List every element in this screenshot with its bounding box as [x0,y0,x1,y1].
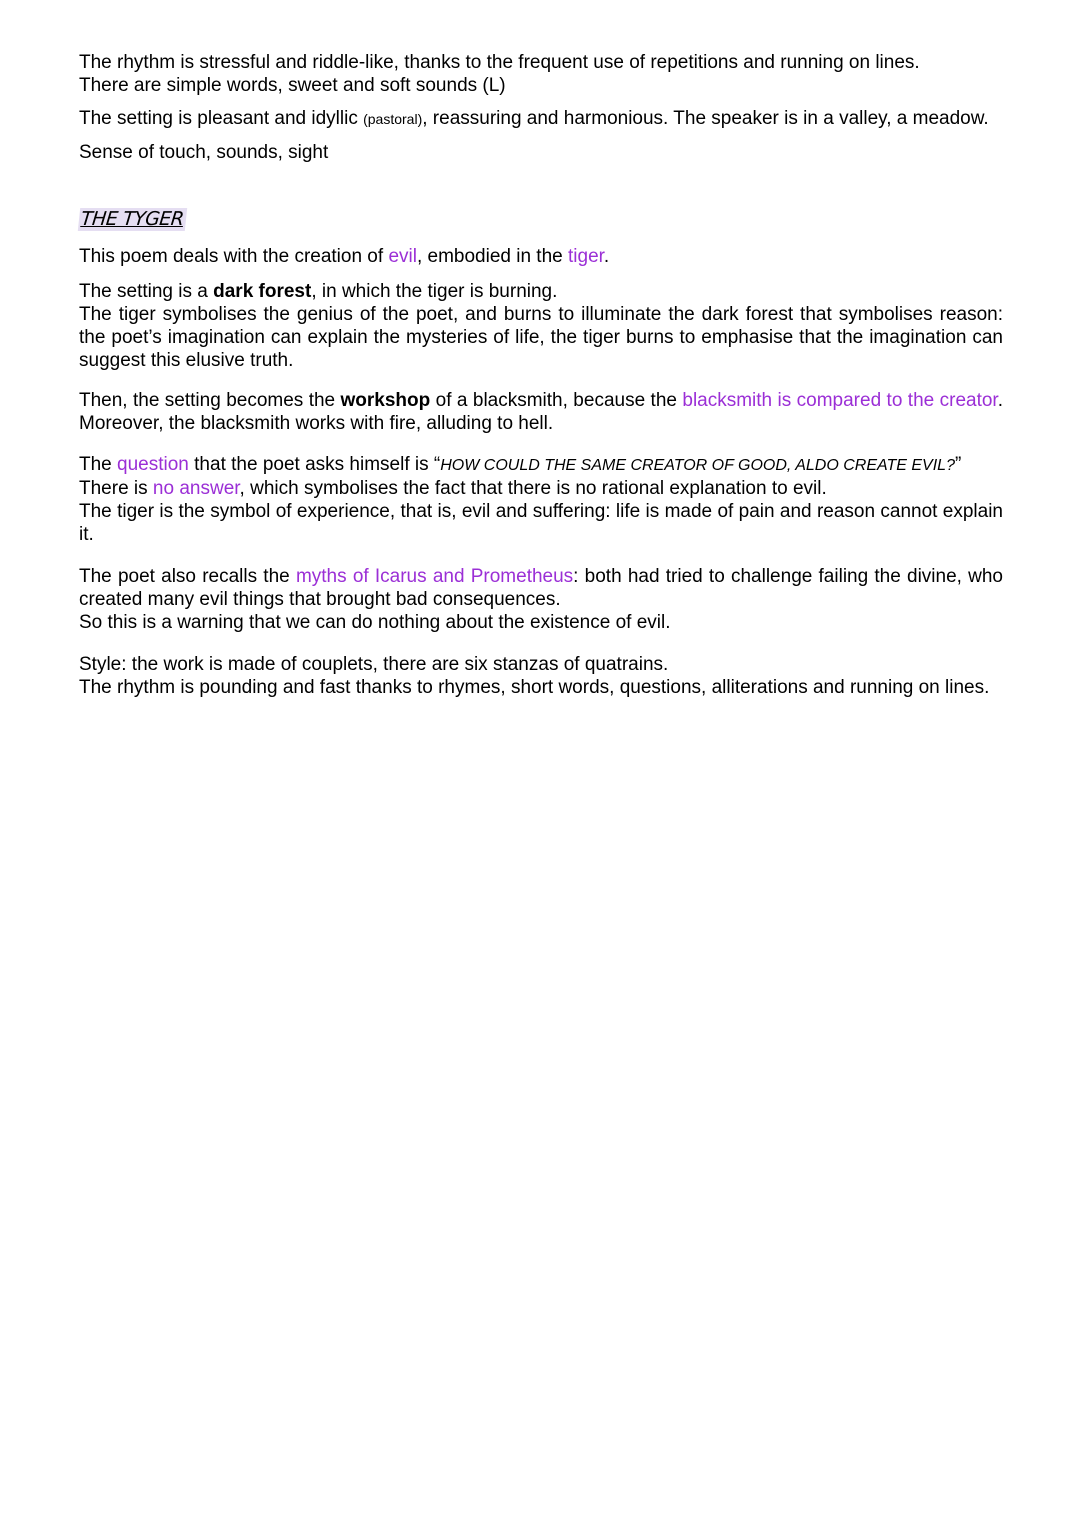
style-text-1: Style: the work is made of couplets, there are six stanzas of quatrains. [79,654,669,675]
creation-text-a: This poem deals with the creation of [79,246,389,267]
setting-text-b: , reassuring and harmonious. The speaker is in a valley, a meadow. [422,108,989,129]
workshop-paragraph [79,389,1003,435]
symbol-text: The tiger symbolises the genius of the poet, and burns to illuminate the dark forest that symbolises reason: the poet’s imagination can explain the mysteries of life, the tiger burns to emphasise that the imagination can suggest this elusive truth. [79,304,1003,371]
answer-text-a: There is [79,478,153,499]
warning-text: So this is a warning that we can do nothing about the existence of evil. [79,612,671,633]
workshop-text-c: . Moreover, the blacksmith works with fire, alluding to hell. [79,390,1003,434]
senses-paragraph: Sense of touch, sounds, sight [79,142,329,163]
setting-paragraph [79,107,1003,131]
creation-paragraph [79,245,1003,268]
forest-text-b: , in which the tiger is burning. [311,281,558,302]
tiger-highlight: tiger [568,246,604,267]
forest-paragraph [79,280,1003,372]
workshop-text-b: of a blacksmith, because the [430,390,683,411]
creation-text-b: , embodied in the [416,246,568,267]
question-highlight: question [117,454,189,475]
myths-paragraph [79,565,1003,634]
rhythm-line-1: The rhythm is stressful and riddle-like, thanks to the frequent use of repetitions and running on lines. [79,52,920,73]
no-answer-highlight: no answer [152,478,240,499]
blacksmith-highlight: blacksmith is compared to the creator [682,390,998,411]
dark-forest-bold: dark forest [213,281,312,302]
myths-text-b: : both had tried to challenge failing the divine, who created many evil things that brought bad consequences. [79,566,1003,610]
style-text-2: The rhythm is pounding and fast thanks to rhymes, short words, questions, alliterations and running on lines. [79,677,990,698]
question-quote: HOW COULD THE SAME CREATOR OF GOOD, ALDO CREATE EVIL? [440,457,955,474]
question-text-b: that the poet asks himself is “ [188,454,441,475]
myths-highlight: myths of Icarus and Prometheus [295,566,574,587]
question-paragraph [79,453,1003,546]
experience-text: The tiger is the symbol of experience, that is, evil and suffering: life is made of pain and reason cannot explain it. [79,501,1003,545]
evil-highlight: evil [388,246,417,267]
creation-text-c: . [603,246,610,267]
section-heading: THE TYGER [78,208,187,231]
rhythm-paragraph [79,51,1003,97]
workshop-bold: workshop [340,390,431,411]
workshop-text-a: Then, the setting becomes the [79,390,341,411]
question-text-c: ” [954,454,962,475]
setting-pastoral-note: (pastoral) [363,111,423,127]
document-page [79,51,1003,699]
myths-text-a: The poet also recalls the [79,566,296,587]
setting-text-a: The setting is pleasant and idyllic [79,108,364,129]
forest-text-a: The setting is a [79,281,214,302]
section-heading-wrap [79,208,1003,231]
rhythm-line-2: There are simple words, sweet and soft sounds (L) [79,75,506,96]
question-text-a: The [79,454,118,475]
answer-text-b: , which symbolises the fact that there is no rational explanation to evil. [239,478,827,499]
style-paragraph [79,653,1003,699]
